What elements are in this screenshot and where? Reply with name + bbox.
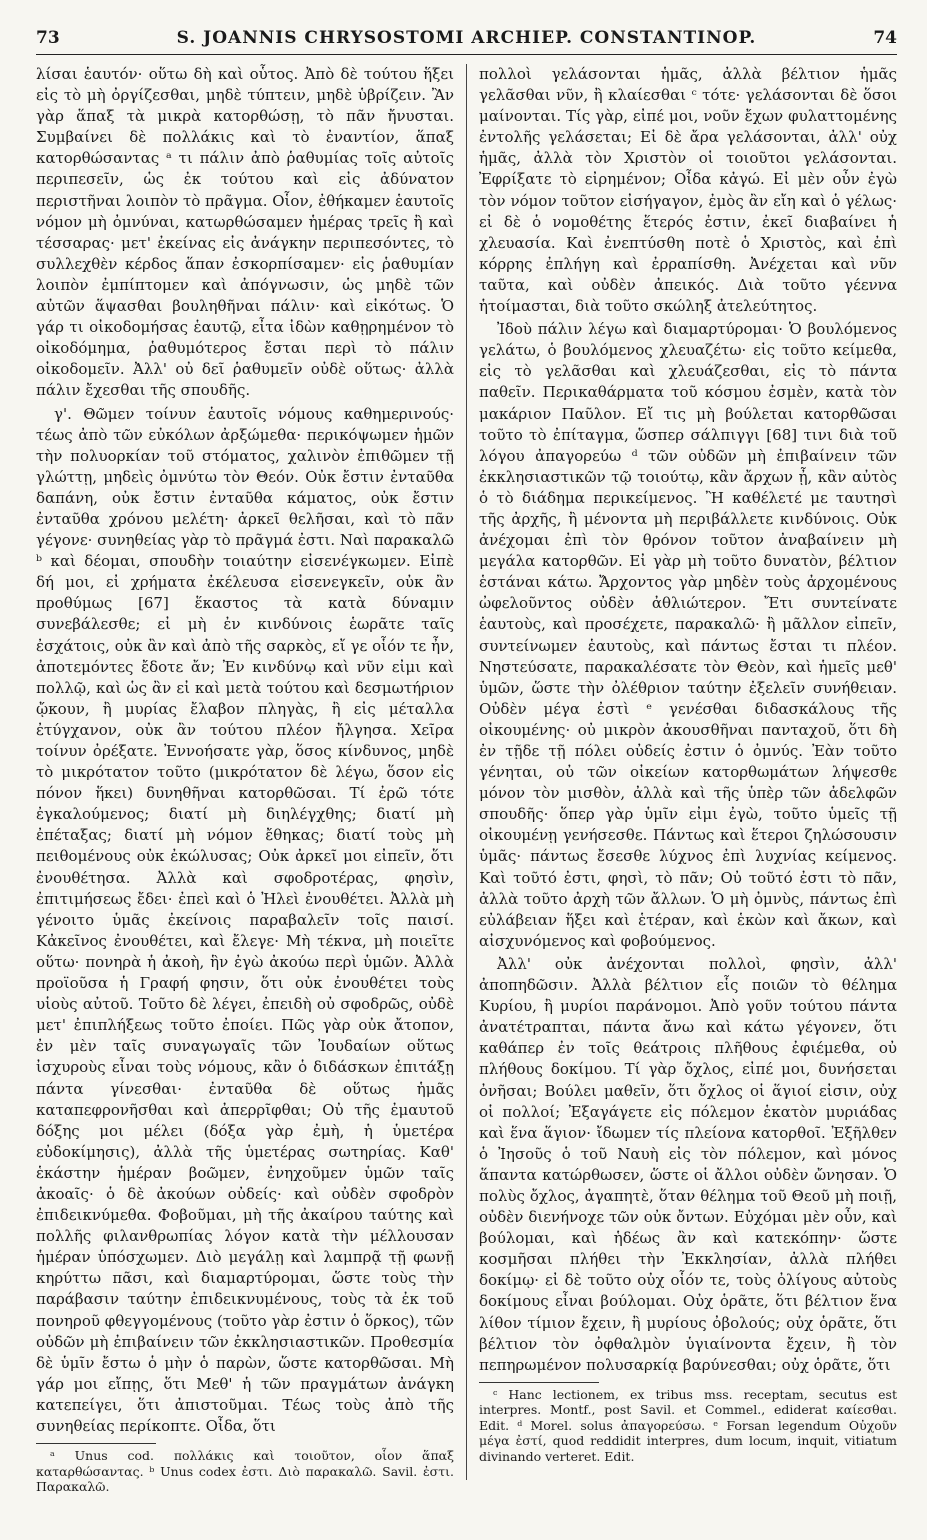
- paragraph: Ἀλλ' οὐκ ἀνέχονται πολλοὶ, φησὶν, ἀλλ' ἀποπηδῶσιν. Ἀλλὰ βέλτιον εἷς ποιῶν τὸ θέλημα Κυρίου, ἢ μυρίοι παράνομοι. Ἀπὸ γοῦν τούτου πάντα ἀνατέτραπται, πάντα ἄνω καὶ κάτω γέγονεν, ὅτι καθάπερ ἐν τοῖς θεάτροις πλῆθους ἐφιέμεθα, οὐ πλήθους δοκίμου. Τί γὰρ ὄχλος, εἰπέ μοι, δυνήσεται ὀνῆσαι; Βούλει μαθεῖν, ὅτι ὄχλος οἱ ἅγιοί εἰσιν, οὐχ οἱ πολλοί; Ἐξαγάγετε εἰς πόλεμον ἑκατὸν μυριάδας καὶ ἕνα ἅγιον· ἴδωμεν τίς πλείονα κατορθοῖ. Ἐξῆλθεν ὁ Ἰησοῦς ὁ τοῦ Ναυὴ εἰς τὸν πόλεμον, καὶ μόνος ἅπαντα κατώρθωσεν, ὥστε οἱ ἄλλοι οὐδὲν ὤνησαν. Ὁ πολὺς ὄχλος, ἀγαπητὲ, ὅταν θέλημα τοῦ Θεοῦ μὴ ποιῇ, οὐδὲν διενήνοχε τῶν οὐκ ὄντων. Εὐχόμαι μὲν οὖν, καὶ βούλομαι, καὶ ἡδέως ἂν καὶ κατεκόπην· ὥστε κοσμῆσαι πλήθει τὴν Ἐκκλησίαν, ἀλλὰ πλήθει δοκίμῳ· εἰ δὲ τοῦτο οὐχ οἷόν τε, τοὺς ὀλίγους αὐτοὺς δοκίμους εἶναι βούλομαι. Οὐχ ὁρᾶτε, ὅτι βέλτιον ἕνα λίθον τίμιον ἔχειν, ἢ μυρίους ὀβολούς; οὐχ ὁρᾶτε, ὅτι βέλτιον τὸν ὀφθαλμὸν ὑγιαίνοντα ἔχειν, ἢ τὸν πεπηρωμένον πολυσαρκίᾳ βαρύνεσθαι; οὐχ ὁρᾶτε, ὅτι: [479, 954, 897, 1374]
- footnote-rule: [479, 1382, 599, 1383]
- footnote: ᵃ Unus cod. πολλάκις καὶ τοιοῦτον, οἷον ἅπαξ καταρθώσαντας. ᵇ Unus codex ἐστι. Διὸ παρακαλῶ. Savil. ἐστι. Παρακαλῶ.: [36, 1448, 454, 1495]
- paragraph: λίσαι ἑαυτόν· οὕτω δὴ καὶ οὗτος. Ἀπὸ δὲ τούτου ἥξει εἰς τὸ μὴ ὀργίζεσθαι, μηδὲ τύπτειν, μηδὲ ὑβρίζειν. Ἂν γὰρ ἅπαξ τὰ μικρὰ κατορθώσῃ, τὸ πᾶν ἤνυσται. Συμβαίνει δὲ πολλάκις καὶ τὸ ἐναντίον, ἅπαξ κατορθώσαντας ᵃ τι πάλιν ἀπὸ ῥαθυμίας τοῖς αὐτοῖς περιπεσεῖν, ὡς ἐκ τούτου καὶ εἰς ἀδύνατον περιστῆναι λοιπὸν τὸ πρᾶγμα. Οἷον, ἐθήκαμεν ἑαυτοῖς νόμον μὴ ὀμνύναι, κατωρθώσαμεν ἡμέρας τρεῖς ἢ καὶ τέσσαρας· μετ' ἐκείνας εἰς ἀνάγκην περιπεσόντες, τὸ συλλεχθὲν κέρδος ἅπαν ἐσκορπίσαμεν· εἰς ῥαθυμίαν λοιπὸν ἐμπίπτομεν καὶ ἀπόγνωσιν, ὡς μηδὲ τῶν αὐτῶν ἅψασθαι βουληθῆναι πάλιν· καὶ εἰκότως. Ὁ γάρ τι οἰκοδομήσας ἑαυτῷ, εἶτα ἰδὼν καθῃρημένον τὸ οἰκοδόμημα, ῥαθυμότερος ἔσται περὶ τὸ πάλιν οἰκοδομεῖν. Ἀλλ' οὐ δεῖ ῥαθυμεῖν οὐδὲ οὕτως· ἀλλὰ πάλιν ἔχεσθαι τῆς σπουδῆς.: [36, 65, 454, 400]
- text-columns: [36, 64, 897, 1510]
- left-column: [36, 64, 454, 1495]
- page-number-right: 74: [873, 28, 897, 48]
- running-header: [36, 20, 897, 55]
- page-number-left: 73: [36, 28, 60, 48]
- right-column: [479, 64, 897, 1464]
- footnote-rule: [36, 1443, 156, 1444]
- paragraph: γ'. Θῶμεν τοίνυν ἑαυτοῖς νόμους καθημερινούς· τέως ἀπὸ τῶν εὐκόλων ἀρξώμεθα· περικόψωμεν ἡμῶν τὴν πολυορκίαν τοῦ στόματος, χαλινὸν ἐπιθῶμεν τῇ γλώττῃ, μηδεὶς ὀμνύτω τὸν Θεόν. Οὐκ ἔστιν ἐνταῦθα δαπάνη, οὐκ ἔστιν ἐνταῦθα κάματος, οὐκ ἔστιν ἐνταῦθα χρόνου μελέτη· ἀρκεῖ θελῆσαι, καὶ τὸ πᾶν γέγονε· συνηθείας γὰρ τὸ πρᾶγμά ἐστι. Ναὶ παρακαλῶ ᵇ καὶ δέομαι, σπουδὴν τοιαύτην εἰσενέγκωμεν. Εἰπὲ δή μοι, εἰ χρήματα ἐκέλευσα εἰσενεγκεῖν, οὐκ ἂν προθύμως [67] ἕκαστος τὰ κατὰ δύναμιν συνεβάλεσθε; εἰ μὴ ἐν κινδύνοις ἑωρᾶτε ταῖς ἐσχάτοις, οὐκ ἂν καὶ ἀπὸ τῆς σαρκὸς, εἴ γε οἷόν τε ἦν, ἀποτεμόντες ἔδοτε ἄν; Ἐν κινδύνῳ καὶ νῦν εἰμι καὶ πολλῷ, καὶ ὡς ἂν εἰ καὶ μετὰ τούτου καὶ δεσμωτήριον ᾤκουν, ἢ μυρίας ἔλαβον πληγὰς, ἢ εἰς μέταλλα ἐτύγχανον, οὐκ ἂν τούτου πλέον ἤλγησα. Χεῖρα τοίνυν ὀρέξατε. Ἐννοήσατε γὰρ, ὅσος κίνδυνος, μηδὲ τὸ μικρότατον τοῦτο (μικρότατον δὲ λέγω, ὅσον εἰς πόνον ἥκει) δυνηθῆναι κατορθῶσαι. Τί ἐρῶ τότε ἐγκαλούμενος; διατί μὴ διηλέγχθης; διατί μὴ ἐπέταξας; διατί μὴ νόμον ἔθηκας; διατί τοὺς μὴ πειθομένους οὐκ ἐκώλυσας; Οὐκ ἀρκεῖ μοι εἰπεῖν, ὅτι ἐνουθέτησα. Ἀλλὰ καὶ σφοδροτέρας, φησὶν, ἐπιτιμήσεως ἔδει· ἐπεὶ καὶ ὁ Ἠλεὶ ἐνουθέτει. Ἀλλὰ μὴ γένοιτο ὑμᾶς ἐκείνοις παραβαλεῖν τοῖς παισί. Κἀκεῖνος ἐνουθέτει, καὶ ἔλεγε· Μὴ τέκνα, μὴ ποιεῖτε οὕτω· πονηρὰ ἡ ἀκοὴ, ἣν ἐγὼ ἀκούω περὶ ὑμῶν. Ἀλλὰ προϊοῦσα ἡ Γραφή φησιν, ὅτι οὐκ ἐνουθέτει τοὺς υἱοὺς αὐτοῦ. Τοῦτο δὲ λέγει, ἐπειδὴ οὐ σφοδρῶς, οὐδὲ μετ' ἐπιπλήξεως τοῦτο ἐποίει. Πῶς γὰρ οὐκ ἄτοπον, ἐν μὲν ταῖς συναγωγαῖς τῶν Ἰουδαίων οὕτως ἰσχυροὺς εἶναι τοὺς νόμους, κἂν ὁ διδάσκων ἐπιτάξῃ πάντα γίνεσθαι· ἐνταῦθα δὲ οὕτως ἡμᾶς καταπεφρονῆσθαι καὶ ἀπερρῖφθαι; Οὐ τῆς ἐμαυτοῦ δόξης μοι μέλει (δόξα γὰρ ἐμὴ, ἡ ὑμετέρα εὐδοκίμησις), ἀλλὰ τῆς ὑμετέρας σωτηρίας. Καθ' ἑκάστην ἡμέραν βοῶμεν, ἐνηχοῦμεν ὑμῶν ταῖς ἀκοαῖς· ὁ δὲ ἀκούων οὐδείς· καὶ οὐδὲν σφοδρὸν ἐπιδεικνύμεθα. Φοβοῦμαι, μὴ τῆς ἀκαίρου ταύτης καὶ πολλῆς φιλανθρωπίας λόγον κατὰ τὴν μέλλουσαν ἡμέραν ὑπόσχωμεν. Διὸ μεγάλῃ καὶ λαμπρᾷ τῇ φωνῇ κηρύττω πᾶσι, καὶ διαμαρτύρομαι, ὥστε τοὺς τὴν παράβασιν ταύτην ἐπιδεικνυμένους, τοὺς τὰ ἐκ τοῦ πονηροῦ φθεγγομένους (τοῦτο γὰρ ἐστιν ὁ ὅρκος), τῶν οὐδῶν μὴ ἐπιβαίνειν τῶν ἐκκλησιαστικῶν. Προθεσμία δὲ ὑμῖν ἔστω ὁ μὴν ὁ παρὼν, ὥστε κατορθῶσαι. Μὴ γάρ μοι εἴπῃς, ὅτι Μεθ' ἡ τῶν πραγμάτων ἀνάγκη κατεπείγει, ὅτι ἀπιστοῦμαι. Τέως τοὺς ἀπὸ τῆς συνηθείας περίκοπτε. Οἶδα, ὅτι: [36, 404, 454, 1435]
- paragraph: Ἰδοὺ πάλιν λέγω καὶ διαμαρτύρομαι· Ὁ βουλόμενος γελάτω, ὁ βουλόμενος χλευαζέτω· εἰς τοῦτο κείμεθα, εἰς τὸ γελᾶσθαι καὶ χλευάζεσθαι, εἰς τὸ πάντα παθεῖν. Περικαθάρματα τοῦ κόσμου ἐσμὲν, κατὰ τὸν μακάριον Παῦλον. Εἴ τις μὴ βούλεται κατορθῶσαι τοῦτο τὸ ἐπίταγμα, ὥσπερ σάλπιγγι [68] τινι διὰ τοῦ λόγου ἀπαγορεύω ᵈ τῶν οὐδῶν μὴ ἐπιβαίνειν τῶν ἐκκλησιαστικῶν τῷ τοιούτῳ, κἂν ἄρχων ᾖ, κἂν αὐτὸς ὁ τὸ διάδημα περικείμενος. Ἢ καθέλετέ με ταυτησὶ τῆς ἀρχῆς, ἢ μένοντα μὴ περιβάλλετε κινδύνοις. Οὐκ ἀνέχομαι ἐπὶ τὸν θρόνον τοῦτον ἀναβαίνειν μὴ μεγάλα κατορθῶν. Εἰ γὰρ μὴ τοῦτο δυνατὸν, βέλτιον ἑστάναι κάτω. Ἄρχοντος γὰρ μηδὲν τοὺς ἀρχομένους ὠφελοῦντος οὐδὲν ἀθλιώτερον. Ἔτι συντείνατε ἑαυτοὺς, καὶ προσέχετε, παρακαλῶ· ἢ μᾶλλον εἰπεῖν, συντείνωμεν ἑαυτοὺς, καὶ πάντως ἔσται τι πλέον. Νηστεύσατε, παρακαλέσατε τὸν Θεὸν, καὶ ἡμεῖς μεθ' ὑμῶν, ὥστε τὴν ὀλέθριον ταύτην ἐξελεῖν συνήθειαν. Οὐδὲν μέγα ἐστὶ ᵉ γενέσθαι διδασκάλους τῆς οἰκουμένης· οὐ μικρὸν ἀκουσθῆναι πανταχοῦ, ὅτι δὴ ἐν τῇδε τῇ πόλει οὐδείς ἐστιν ὁ ὀμνύς. Ἐὰν τοῦτο γένηται, οὐ τῶν οἰκείων κατορθωμάτων λήψεσθε μόνον τὸν μισθὸν, ἀλλὰ καὶ τῆς ὑπὲρ τῶν ἀδελφῶν σπουδῆς· ὅπερ γὰρ ὑμῖν εἰμι ἐγὼ, τοῦτο ὑμεῖς τῇ οἰκουμένῃ γενήσεσθε. Πάντως καὶ ἕτεροι ζηλώσουσιν ὑμᾶς· πάντως ἔσεσθε λύχνος ἐπὶ λυχνίας κείμενος. Καὶ τοῦτό ἐστι, φησὶ, τὸ πᾶν; Οὐ τοῦτό ἐστι τὸ πᾶν, ἀλλὰ τοῦτο ἀρχὴ τῶν ἄλλων. Ὁ μὴ ὀμνὺς, πάντως ἐπὶ εὐλάβειαν ἥξει καὶ ἑτέραν, καὶ ἑκὼν καὶ ἄκων, καὶ αἰσχυνόμενος καὶ φοβούμενος.: [479, 320, 897, 950]
- footnote: ᶜ Hanc lectionem, ex tribus mss. receptam, secutus est interpres. Montf., post Savil. et Commel., ediderat καίεσθαι. Edit. ᵈ Morel. solus ἀπαγορεύσω. ᵉ Forsan legendum Οὐχοῦν μέγα ἐστί, quod reddidit interpres, dum locum, inquit, vitiatum divinando verteret. Edit.: [479, 1386, 897, 1464]
- running-title: S. JOANNIS CHRYSOSTOMI ARCHIEP. CONSTANTINOP.: [176, 28, 757, 48]
- paragraph: πολλοὶ γελάσονται ἡμᾶς, ἀλλὰ βέλτιον ἡμᾶς γελᾶσθαι νῦν, ἢ κλαίεσθαι ᶜ τότε· γελάσονται δὲ ὅσοι μαίνονται. Τίς γὰρ, εἰπέ μοι, νοῦν ἔχων φυλαττομένης ἐντολῆς γελάσεται; Εἰ δὲ ἄρα γελάσονται, ἀλλ' οὐχ ἡμᾶς, ἀλλὰ τὸν Χριστὸν οἱ τοιοῦτοι γελάσονται. Ἐφρίξατε τὸ εἰρημένον; Οἶδα κἀγώ. Εἰ μὲν οὖν ἐγὼ τὸν νόμον τοῦτον εἰσήγαγον, ἐμὸς ἂν εἴη καὶ ὁ γέλως· εἰ δὲ ὁ νομοθέτης ἕτερός ἐστιν, ἐκεῖ διαβαίνει ἡ χλευασία. Καὶ ἐνεπτύσθη ποτὲ ὁ Χριστὸς, καὶ ἐπὶ κόρρης ἐπλήγη καὶ ἐρραπίσθη. Ἀνέχεται καὶ νῦν ταῦτα, καὶ οὐδὲν ἀπεικός. Διὰ τοῦτο γέεννα ἡτοίμασται, διὰ τοῦτο σκώληξ ἀτελεύτητος.: [479, 65, 897, 316]
- column-divider: [466, 64, 467, 1480]
